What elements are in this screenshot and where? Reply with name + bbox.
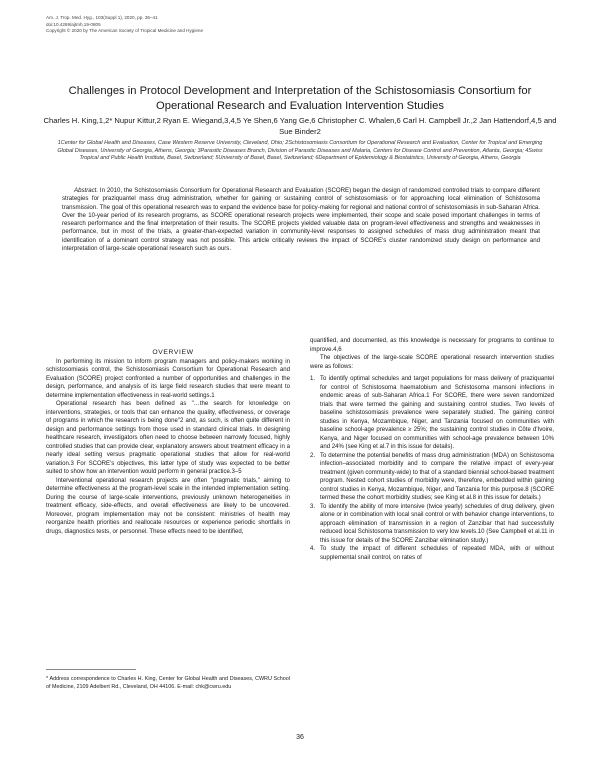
abstract-label: Abstract. [74, 187, 99, 194]
left-column [46, 349, 290, 536]
paragraph-continuation: quantified, and documented, as this knowledge is necessary for programs to continue to improve.4,6 [310, 338, 554, 353]
objective-item [310, 375, 554, 452]
list-text: To identify the ability of more intensive (twice yearly) schedules of drug delivery, given alone or in combination with local snail control or with behavior change interventions, to approach elimination of transmission in a region of Zanzibar that had successfully reduced local Schistosoma transmission to very low levels.10 (See Campbell et al.11 in this issue for details of the SCORE Zanzibar elimination study.) [320, 503, 554, 544]
list-text: To determine the potential benefits of mass drug administration (MDA) on Schistosoma infection–associated morbidity and to compare the relative impact of every-year treatment (given community-wide) to that of a standard biennial school-based treatment program. Nested cohort studies of morbidity were, therefore, embedded within gaining control studies in Kenya, Mozambique, Niger, and Tanzania for this purpose.8 (SCORE termed these the cohort morbidity studies; see King et al.8 in this issue for details.) [320, 452, 554, 501]
affiliations: 1Center for Global Health and Diseases, Case Western Reserve University, Cleveland, Ohio; 2Schistosomiasis Consortium for Operational Research and Evaluation, Center for Tropical and Emerging Global Diseases, University of Georgia, Athens, Georgia; 3Parasitic Diseases Branch, Division of Parasitic Diseases and Malaria, Centers for Disease Control and Prevention, Atlanta, Georgia; 4Swiss Tropical and Public Health Institute, Basel, Switzerland; 5University of Basel, Basel, Switzerland; 6Department of Epidemiology & Biostatistics, University of Georgia, Athens, Georgia [57, 140, 543, 162]
footnote-divider [46, 669, 136, 670]
list-number: 1. [310, 376, 316, 382]
author-list: Charles H. King,1,2* Nupur Kittur,2 Ryan E. Wiegand,3,4,5 Ye Shen,6 Yang Ge,6 Christopher C. Whalen,6 Carl H. Campbell Jr.,2 Jan Hattendorf,4,5 and Sue Binder2 [43, 116, 557, 136]
paragraph: The objectives of the large-scale SCORE operational research intervention studies were as follows: [310, 355, 554, 370]
objective-item [310, 452, 554, 503]
section-heading-overview: OVERVIEW [152, 349, 194, 356]
right-column [310, 337, 554, 562]
copyright: Copyright © 2020 by The American Society of Tropical Medicine and Hygiene [46, 28, 204, 33]
doi: doi:10.4269/ajtmh.19-0805 [46, 21, 101, 27]
paper-title: Challenges in Protocol Development and Interpretation of the Schistosomiasis Consortium for Operational Research and Evaluation Intervention Studies [68, 85, 532, 112]
paragraph: Operational research has been defined as "…the search for knowledge on interventions, strategies, or tools that can enhance the quality, effectiveness, or coverage of programs in which the research is being done"2 and, as such, is often quite different in design and performance settings from those used in standard clinical trials. In designing healthcare research, investigators often need to choose between narrowly focused, highly controlled studies that can provide clear, explanatory answers about treatment efficacy in a nearly ideal setting versus pragmatic operational studies that allow for real-world variation.3 For SCORE's objectives, this latter type of study was expected to be better suited to show how an intervention would perform in general practice.3–5 [46, 401, 290, 475]
list-number: 2. [310, 452, 316, 459]
correspondence-footnote: * Address correspondence to Charles H. King, Center for Global Health and Diseases, CWRU School of Medicine, 2109 Adelbert Rd., Cleveland, OH 44106. E-mail: chk@cwru.edu [46, 676, 290, 690]
abstract-text: In 2010, the Schistosomiasis Consortium for Operational Research and Evaluation (SCORE) began the design of randomized controlled trials to compare different strategies for praziquantel mass drug administration, whether for gaining or sustaining control of schistosomiasis or for approaching local elimination of Schistosoma transmission. The goal of this operational research was to expand the evidence base for policy-making for regional and national control of schistosomiasis in sub-Saharan Africa. Over the 10-year period of its research programs, as SCORE operational research projects were implemented, their scope and scale posed important challenges in terms of research performance and the final interpretation of their results. The SCORE projects yielded valuable data on program-level effectiveness and strengths and weaknesses in performance, but in most of the trials, a greater-than-expected variation in community-level responses to assigned schedules of mass drug administration meant that identification of a dominant control strategy was not possible. This article critically reviews the impact of SCORE's cluster randomized study design on performance and interpretation of large-scale operational research such as ours. [62, 187, 540, 253]
list-text: To identify optimal schedules and target populations for mass delivery of praziquantel for control of Schistosoma haematobium and Schistosoma mansoni infections in endemic areas of sub-Saharan Africa.1 For SCORE, there were seven randomized trials that were termed the gaining and sustaining control studies. Two levels of baseline schistosomiasis prevalence were separately studied. The gaining control studies in Kenya, Mozambique, Niger, and Tanzania focused on communities with baseline school-age prevalence ≥ 25%; the sustaining control studies in Côte d'Ivoire, Kenya, and Niger focused on communities with school-age prevalence between 10% and 24% (see King et al.7 in this issue for details). [320, 376, 554, 450]
abstract [62, 187, 540, 253]
paragraph: In performing its mission to inform program managers and policy-makers working in schistosomiasis control, the Schistosomiasis Consortium for Operational Research and Evaluation (SCORE) project confronted a number of opportunities and challenges in the design, performance, and analysis of its large field research studies that were meant to determine implementation effectiveness in real-world settings.1 [46, 358, 290, 399]
objective-item [310, 545, 554, 562]
list-number: 3. [310, 503, 316, 510]
journal-header [46, 15, 203, 35]
paragraph: Interventional operational research projects are often "pragmatic trials," aiming to determine effectiveness at the program-level scale in the intended implementation setting. During the course of large-scale interventions, previously unknown heterogeneities in treatment efficacy, side-effects, and overall effectiveness are likely to be uncovered. Moreover, program implementation may not be consistent: ministries of health may reorganize health priorities and reallocate resources or experience periodic shortfalls in drugs, diagnostics tests, or personnel. These effects need to be identified, [46, 477, 290, 535]
objective-item [310, 503, 554, 546]
list-number: 4. [310, 546, 316, 552]
journal-citation: Am. J. Trop. Med. Hyg., 103(Suppl 1), 2020, pp. 36–41 [46, 15, 158, 20]
page-number: 36 [296, 734, 304, 741]
list-text: To study the impact of different schedules of repeated MDA, with or without supplemental snail control, on rates of [320, 546, 554, 561]
